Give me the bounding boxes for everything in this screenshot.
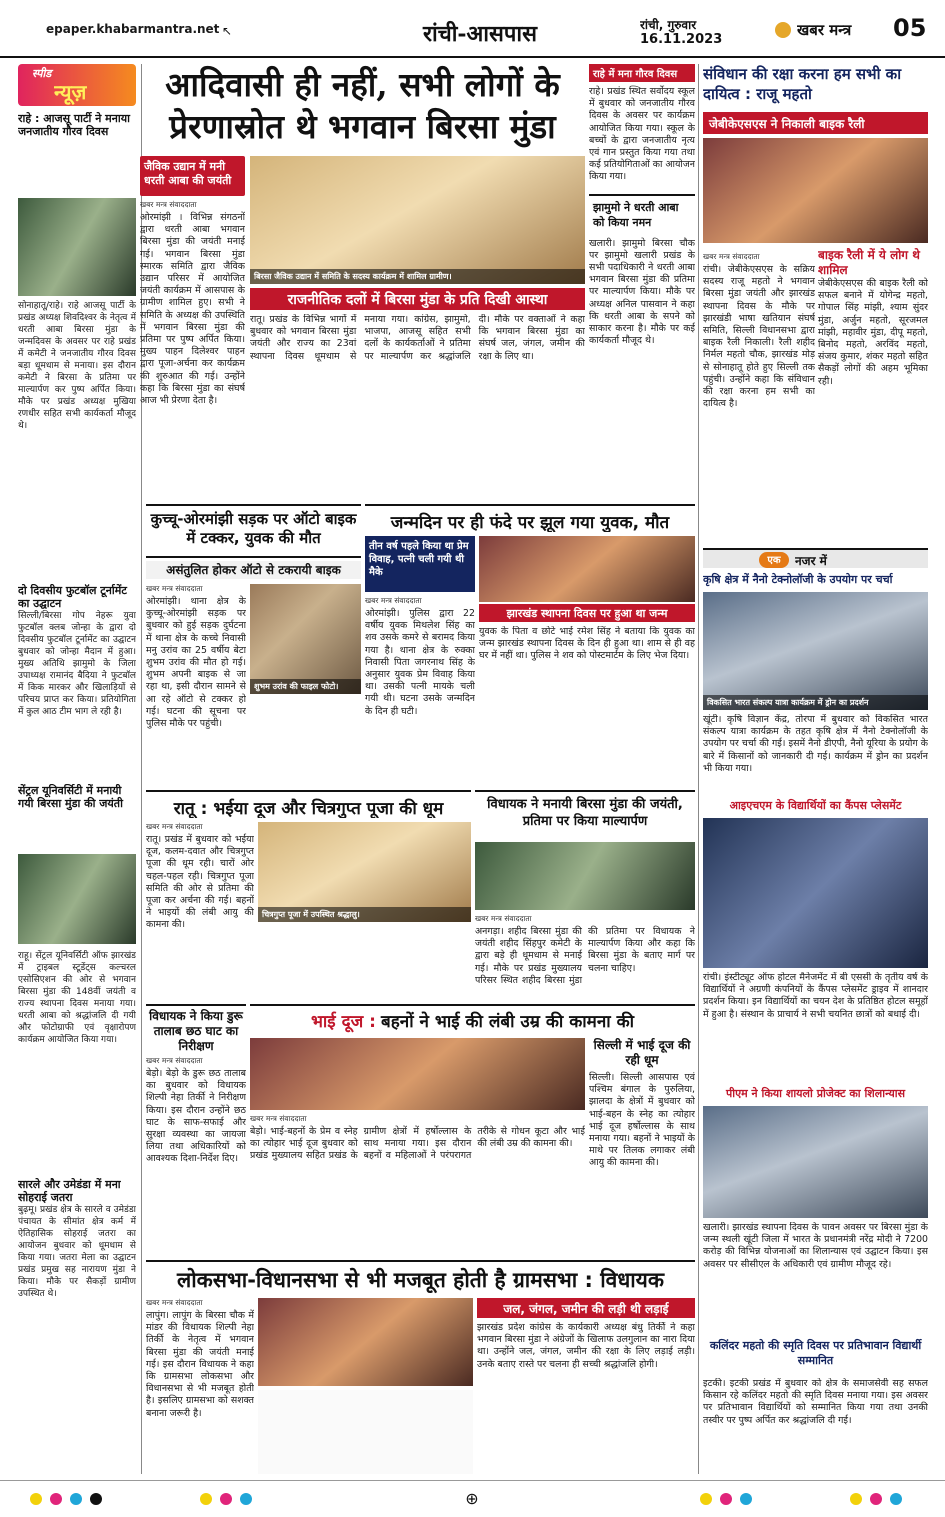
right-top-kicker: जेबीकेएसएस ने निकाली बाइक रैली (703, 112, 928, 134)
register-dot (50, 1493, 62, 1505)
loksabha-byline: खबर मन्त्र संवाददाता (146, 1298, 203, 1307)
nazar-body1: खूंटी। कृषि विज्ञान केंद्र, तोरपा में बुधवार को विकसित भारत संकल्प यात्रा कार्यक्रम के तहत कृषि क्षेत्र में नैनो टेक्नोलॉजी के उपयोग पर चर्चा की गई। इसमें नैनो डीएपी, नैनो यूरिया के प्रयोग के बारे में किसानों को जानकारी दी गई। कार्यक्रम में ड्रोन का प्रदर्शन भी किया गया। (703, 714, 928, 774)
right-top-body: रांची। जेबीकेएसएस के सक्रिय सदस्य राजू महतो ने भगवान बिरसा मुंडा जयंती और झारखंड स्थापना दिवस के मौके पर झारखंडी भाषा खतियान संघर्ष समिति, सिल्ली विधानसभा द्वारा बाइक रैली निकाली। रैली शहीद निर्मल महतो चौक, झारखंड मोड़ से सोनाहातू होते हुए सिल्ली तक पहुंची। उन्होंने कहा कि संविधान की रक्षा करना हम सभी का दायित्व है। (703, 264, 815, 410)
ratu-body: रातू। प्रखंड में बुधवार को भईया दूज, कलम-दवात और चित्रगुप्त पूजा की धूम रही। चारों ओर चहल-पहल रही। चित्रगुप्त पूजा समिति की ओर से प्रतिमा की पूजा कर अर्चना की गई। बहनों ने भाइयों की लंबी आयु की कामना की। (146, 834, 254, 931)
nazar-label: एक (759, 552, 789, 568)
nazar-head2: आइएचएम के विद्यार्थियों का कैंपस प्लेसमेंट (729, 799, 902, 812)
bhaidooj-sub (589, 1038, 695, 1254)
dhurwa-byline: खबर मन्त्र संवाददाता (146, 1056, 203, 1065)
janmadin-body: ओरमांझी। पुलिस द्वारा 22 वर्षीय युवक मिथलेश सिंह का शव उसके कमरे से बरामद किया गया है। थाना क्षेत्र के रुक्का निवासी पिता जगरनाथ सिंह के अनुसार युवक प्रेम विवाह किया था। उसकी पत्नी मायके चली गयी थी। घटना उसके जन्मदिन के दिन ही घटी। (365, 608, 475, 717)
ratu-headline: रातू : भईया दूज और चित्रगुप्त पूजा की धूम (146, 790, 471, 818)
loksabha-text (146, 1298, 254, 1474)
column-divider (698, 64, 699, 1474)
ratu-photo (258, 822, 471, 922)
speed-item-body: सिल्ली/बिरसा गोप नेहरू युवा फुटबॉल क्लब जोन्हा के द्वारा दो दिवसीय फुटबॉल टूर्नामेंट का उद्घाटन बुधवार को जोन्हा मैदान में हुआ। मुख्य अतिथि झामुमो के जिला उपाध्यक्ष रामानंद बैदिया ने फुटबॉल में किक मारकर और खिलाड़ियों से परिचय प्राप्त कर किया। प्रतियोगिता में कुल आठ टीम भाग ले रही है। (18, 611, 136, 717)
bhaidooj-text (250, 1114, 585, 1254)
speed-item-head: दो दिवसीय फुटबॉल टूर्नामेंट का उद्घाटन (18, 584, 127, 610)
kuchu-byline: खबर मन्त्र संवाददाता (146, 584, 203, 593)
speed-item-4 (18, 1178, 136, 1474)
nazar-header (703, 548, 928, 568)
right-top-headline: संविधान की रक्षा करना हम सभी का दायित्व : राजू महतो (703, 65, 902, 103)
janmadin-sub-headline: झारखंड स्थापना दिवस पर हुआ था जन्म (479, 604, 695, 622)
register-dot (890, 1493, 902, 1505)
janmadin-text (365, 596, 475, 786)
crosshair-icon: ⊕ (465, 1489, 479, 1508)
right-top-side-head: बाइक रैली में ये लोग थे शामिल (818, 248, 920, 277)
register-dot (70, 1493, 82, 1505)
register-dot (220, 1493, 232, 1505)
right-top-text (703, 252, 815, 542)
register-dot (30, 1493, 42, 1505)
register-dot (200, 1493, 212, 1505)
lead-byline: खबर मन्त्र संवाददाता (140, 200, 197, 209)
loksabha-sub-headline: जल, जंगल, जमीन की लड़ी थी लड़ाई (477, 1298, 695, 1318)
bhaidooj-sub-headline: सिल्ली में भाई दूज की रही धूम (593, 1038, 691, 1067)
register-dot (720, 1493, 732, 1505)
speed-item-body: सोनाहातू/राहे। राहे आजसू पार्टी के प्रखंड अध्यक्ष शिवदिश्वर के नेतृत्व में धरती आबा बिरसा मुंडा के जन्मदिवस के अवसर पर राहे प्रखंड में कमेटी ने जनजातीय गौरव दिवस बड़ा धूमधाम से मनाया। इस दौरान कमेटी ने बिरसा के प्रतिमा पर माल्यार्पण कर पुष्प अर्पित किया। मौके पर प्रखंड अध्यक्ष मुखिया रणधीर सहित सभी कार्यकर्ता मौजूद थे। (18, 301, 136, 431)
vidhayak-headline: विधायक ने मनायी बिरसा मुंडा की जयंती, प्रतिमा पर किया माल्यार्पण (475, 790, 695, 838)
speed-item-2 (18, 584, 136, 814)
loksabha-body-cont (258, 1390, 473, 1474)
lead-text-block (140, 200, 245, 500)
ratu-text (146, 822, 254, 982)
speed-item-head: सारले और उमेडंडा में मना सोहराई जतरा (18, 1178, 121, 1204)
speed-item-head: राहे : आजसू पार्टी ने मनाया जनजातीय गौरव दिवस (18, 112, 130, 138)
nazar-head3: पीएम ने किया शायलो प्रोजेक्ट का शिलान्यास (725, 1087, 906, 1100)
register-dot (740, 1493, 752, 1505)
bhaidooj-byline: खबर मन्त्र संवाददाता (250, 1114, 307, 1123)
speed-news-tag (18, 64, 136, 106)
nazar-head1: कृषि क्षेत्र में नैनो टेक्नोलॉजी के उपयोग पर चर्चा (703, 573, 893, 586)
register-dot (240, 1493, 252, 1505)
vidhayak-body: अनगड़ा। शहीद बिरसा मुंडा की जयंती शहीद सिंहपुर कमेटी के द्वारा बड़े ही धूमधाम से मनाई गई। मौके पर प्रखंड मुख्यालय परिसर स्थित शहीद बिरसा मुंडा की प्रतिमा पर विधायक ने माल्यार्पण किया और कहा कि बिरसा मुंडा के बताए मार्ग पर चलना चाहिए। (475, 926, 695, 986)
janmadin-kicker: तीन वर्ष पहले किया था प्रेम विवाह, पत्नी चली गयी थी मैके (365, 536, 475, 592)
loksabha-headline: लोकसभा-विधानसभा से भी मजबूत होती है ग्रामसभा : विधायक (146, 1260, 695, 1294)
dhurwa-text (146, 1056, 246, 1256)
paper-name: खबर मन्त्र (797, 21, 852, 39)
bhaidooj-headline: बहनों ने भाई की लंबी उम्र की कामना की (381, 1012, 635, 1032)
date: 16.11.2023 (640, 32, 723, 47)
lead-headline: आदिवासी ही नहीं, सभी लोगों के प्रेरणास्रोत थे भगवान बिरसा मुंडा (165, 65, 560, 146)
speed-item-body: बुढ़मू। प्रखंड क्षेत्र के सारले व उमेडंडा पंचायत के सीमांत क्षेत्र कर्म में ऐतिहासिक सोहराई जतरा का आयोजन बुधवार को धूमधाम से किया गया। जतरा मेला का उद्घाटन प्रखंड प्रमुख सह नारायण मुंडा ने किया। मौके पर सैकड़ों ग्रामीण उपस्थित थे। (18, 1205, 136, 1299)
register-dot (90, 1493, 102, 1505)
col3-body1: राहे। प्रखंड स्थित सर्वोदय स्कूल में बुधवार को जनजातीय गौरव दिवस के अवसर पर कार्यक्रम आयोजित किया गया। स्कूल के बच्चों के द्वारा जनजातीय नृत्य एवं गान प्रस्तुत किया गया तथा कई प्रतियोगिताओं का आयोजन किया गया। (589, 86, 695, 183)
speed-item-photo (18, 854, 136, 944)
nazar-photo1-caption: विकसित भारत संकल्प यात्रा कार्यक्रम में ड्रोन का प्रदर्शन (703, 695, 928, 710)
nazar-body3: खलारी। झारखंड स्थापना दिवस के पावन अवसर पर बिरसा मुंडा के जन्म स्थली खूंटी जिला में भारत के प्रधानमंत्री नरेंद्र मोदी ने 7200 करोड़ की विभिन्न योजनाओं का शिलान्यास एवं उद्घाटन किया। इस अवसर पर सीसीएल के अधिकारी एवं ग्रामीण मौजूद रहे। (703, 1222, 928, 1270)
loksabha-body: लापुंग। लापुंग के बिरसा चौक में मांडर की विधायक शिल्पी नेहा तिर्की के नेतृत्व में भगवान बिरसा मुंडा की जयंती मनाई गई। इस दौरान विधायक ने कहा कि ग्रामसभा लोकसभा और विधानसभा से भी मजबूत होती है। इसलिए ग्रामसभा को सशक्त बनाना जरूरी है। (146, 1310, 254, 1419)
vidhayak-byline: खबर मन्त्र संवाददाता (475, 914, 532, 923)
nazar-body4: इटकी। इटकी प्रखंड में बुधवार को क्षेत्र के समाजसेवी सह सफल किसान रहे कलिंदर महतो की स्मृति दिवस मनाया गया। इस अवसर पर प्रतिभावान विद्यार्थियों को सम्मानित किया गया तथा उनकी तस्वीर पर पुष्प अर्पित कर श्रद्धांजलि दी गई। (703, 1378, 928, 1426)
kuchu-photo-caption: शुभम उरांव की फाइल फोटो। (250, 679, 361, 694)
bhaidooj-photo (250, 1038, 585, 1110)
dhurwa-body: बेड़ो। बेड़ो के डुरू छठ तालाब का बुधवार को विधायक शिल्पी नेहा तिर्की ने निरीक्षण किया। इस दौरान उन्होंने छठ घाट के साफ-सफाई और सुरक्षा व्यवस्था का जायजा लिया तथा अधिकारियों को आवश्यक दिशा-निर्देश दिए। (146, 1068, 246, 1165)
lead-photo (250, 156, 585, 284)
register-dot (870, 1493, 882, 1505)
city-day: रांची, गुरुवार (640, 18, 697, 32)
cursor-icon: ↖ (222, 24, 233, 38)
right-top-side (818, 248, 928, 538)
nazar-head4: कलिंदर महतो की स्मृति दिवस पर प्रतिभावान विद्यार्थी सम्मानित (709, 1339, 922, 1367)
speed-item-photo (18, 198, 136, 296)
lead-sub-headline: राजनीतिक दलों में बिरसा मुंडा के प्रति दिखी आस्था (250, 288, 585, 310)
col3-body2: खलारी। झामुमो बिरसा चौक पर झामुमो खलारी प्रखंड के सभी पदाधिकारी ने धरती आबा भगवान बिरसा मुंडा की प्रतिमा पर माल्यार्पण किया। मौके पर अध्यक्ष अनिल पासवान ने कहा कि धरती आबा के सपने को साकार करना है। मौके पर कई कार्यकर्ता मौजूद थे। (589, 237, 695, 347)
nazar-photo3 (703, 1106, 928, 1218)
speed-item-3 (18, 784, 136, 1204)
bhaidooj-header (250, 1004, 695, 1034)
speed-tag-bottom: न्यूज़ (54, 80, 87, 104)
janmadin-sub-body: युवक के पिता व छोटे भाई रमेश सिंह ने बताया कि युवक का जन्म झारखंड स्थापना दिवस के दिन ही हुआ था। शाम से ही वह घर में नहीं था। पुलिस ने शव को पोस्टमार्टम के लिए भेज दिया। (479, 626, 695, 662)
footer-register-bar (0, 1480, 945, 1517)
vidhayak-photo (475, 842, 695, 910)
kuchu-body: ओरमांझी। थाना क्षेत्र के कुच्चू-ओरमांझी सड़क पर बुधवार को हुई सड़क दुर्घटना में थाना क्षेत्र के कच्चे निवासी मनु उरांव का 25 वर्षीय बेटा शुभम उरांव की मौत हो गई। शुभम अपनी बाइक से जा रहा था, इसी दौरान सामने से आ रहे ऑटो से टक्कर हो गई। घटना की सूचना पर पुलिस मौके पर पहुंची। (146, 596, 246, 730)
col3-head1: राहे में मना गौरव दिवस (589, 64, 695, 82)
right-top-photo (703, 138, 928, 243)
speed-tag-top: स्पीड (32, 67, 52, 80)
ratu-byline: खबर मन्त्र संवाददाता (146, 822, 203, 831)
page-number: 05 (893, 14, 927, 42)
nazar-title: नजर में (795, 554, 827, 568)
speed-news-column (18, 64, 136, 1474)
janmadin-headline: जन्मदिन पर ही फंदे पर झूल गया युवक, मौत (365, 504, 695, 532)
loksabha-photo (258, 1298, 473, 1386)
kuchu-kicker: असंतुलित होकर ऑटो से टकरायी बाइक (146, 561, 361, 579)
ratu-photo-caption: चित्रगुप्त पूजा में उपस्थित श्रद्धालु। (258, 907, 471, 922)
register-dot (850, 1493, 862, 1505)
janmadin-photo (479, 536, 695, 602)
right-top-side-body: जेबीकेएसएस की बाइक रैली को सफल बनाने में योगेन्द्र महतो, गोपाल सिंह मांझी, श्याम सुंदर मुंडा, अर्जुन महतो, सूरजमल मांझी, महावीर मुंडा, दीपू महतो, बिनोद महतो, अरविंद महतो, संजय कुमार, शंकर महतो सहित सैकड़ों लोगों की अहम भूमिका रही। (818, 278, 928, 387)
masthead (0, 0, 945, 58)
nazar-photo2 (703, 818, 928, 968)
epaper-url[interactable]: epaper.khabarmantra.net (46, 22, 220, 36)
lead-sub-body: रातू। प्रखंड के विभिन्न भागों में बुधवार को भगवान बिरसा मुंडा जयंती और राज्य का 23वां स्थापना दिवस धूमधाम से मनाया गया। कांग्रेस, झामुमो, भाजपा, आजसू सहित सभी दलों के कार्यकर्ताओं ने प्रतिमा पर माल्यार्पण कर श्रद्धांजलि दी। मौके पर वक्ताओं ने कहा कि भगवान बिरसा मुंडा का संघर्ष जल, जंगल, जमीन की रक्षा के लिए था। (250, 314, 585, 362)
bhaidooj-body: बेड़ो। भाई-बहनों के प्रेम व स्नेह का त्योहार भाई दूज बुधवार को प्रखंड मुख्यालय सहित प्रखंड के ग्रामीण क्षेत्रों में हर्षोल्लास के साथ मनाया गया। इस दौरान बहनों व महिलाओं ने परंपरागत तरीके से गोधन कूटा और भाई की लंबी उम्र की कामना की। (250, 1126, 585, 1162)
section-title: रांची-आसपास (423, 21, 537, 47)
col3-block (589, 64, 695, 500)
kuchu-headline: कुच्चू-ओरमांझी सड़क पर ऑटो बाइक में टक्कर, युवक की मौत (146, 504, 361, 558)
lead-photo-caption: बिरसा जैविक उद्यान में समिति के सदस्य कार्यक्रम में शामिल ग्रामीण। (250, 269, 585, 284)
speed-item-body: राहू। सेंट्रल यूनिवर्सिटी ऑफ झारखंड में ट्राइबल स्टूडेंट्स कल्चरल एसोसिएशन की ओर से भगवान बिरसा मुंडा की 148वीं जयंती व राज्य स्थापना दिवस मनाया गया। धरती आबा को श्रद्धांजलि दी गयी और फोटोग्राफी एवं वृक्षारोपण कार्यक्रम आयोजित किया गया। (18, 951, 136, 1045)
kuchu-photo (250, 584, 361, 694)
right-top-byline: खबर मन्त्र संवाददाता (703, 252, 760, 261)
paper-logo-icon (775, 22, 791, 38)
register-dot (700, 1493, 712, 1505)
bhaidooj-label: भाई दूज : (310, 1012, 376, 1032)
lead-body: ओरमांझी । विभिन्न संगठनों द्वारा धरती आबा भगवान बिरसा मुंडा की जयंती मनाई गई। भगवान बिरसा मुंडा स्मारक समिति द्वारा जैविक उद्यान परिसर में आयोजित जयंती कार्यक्रम में आसपास के ग्रामीण शामिल हुए। सभी ने समिति के अध्यक्ष की उपस्थिति में भगवान बिरसा मुंडा की प्रतिमा पर पुष्प अर्पित किया। मुख्य पाहन दिलेश्वर पाहन द्वारा पूजा-अर्चना कर कार्यक्रम की शुरुआत की गई। उन्होंने कहा कि बिरसा मुंडा का संघर्ष आज भी प्रेरणा देता है। (140, 212, 245, 407)
col3-head2: झामुमो ने धरती आबा को किया नमन (589, 194, 695, 234)
dhurwa-headline: विधायक ने किया डुरू तालाब छठ घाट का निरीक्षण (146, 1004, 246, 1054)
janmadin-byline: खबर मन्त्र संवाददाता (365, 596, 422, 605)
nazar-body2: रांची। इंस्टीट्यूट ऑफ होटल मैनेजमेंट में बी एससी के तृतीय वर्ष के विद्यार्थियों ने अग्रणी कंपनियों के कैंपस प्लेसमेंट ड्राइव में शानदार प्रदर्शन किया। इन विद्यार्थियों का चयन देश के प्रतिष्ठित होटल समूहों में हुआ है। संस्थान के प्राचार्य ने सभी चयनित छात्रों को बधाई दी। (703, 972, 928, 1020)
kuchu-text-left (146, 584, 246, 784)
speed-item-head: सेंट्रल यूनिवर्सिटी में मनायी गयी बिरसा मुंडा की जयंती (18, 784, 123, 810)
lead-kicker: जैविक उद्यान में मनी धरती आबा की जयंती (140, 156, 245, 196)
loksabha-sub-body: झारखंड प्रदेश कांग्रेस के कार्यकारी अध्यक्ष बंधु तिर्की ने कहा भगवान बिरसा मुंडा ने अंग्रेजों के खिलाफ उलगुलान का नारा दिया था। उन्होंने जल, जंगल, जमीन की रक्षा के लिए लड़ाई लड़ी। उनके बताए रास्ते पर चलना ही सच्ची श्रद्धांजलि होगी। (477, 1322, 695, 1370)
bhaidooj-sub-body: सिल्ली। सिल्ली आसपास एवं पश्चिम बंगाल के पुरुलिया, झालदा के क्षेत्रों में बुधवार को भाई-बहन के स्नेह का त्योहार भाई दूज हर्षोल्लास के साथ मनाया गया। बहनों ने भाइयों के माथे पर तिलक लगाकर लंबी आयु की कामना की। (589, 1072, 695, 1169)
nazar-photo1 (703, 592, 928, 710)
